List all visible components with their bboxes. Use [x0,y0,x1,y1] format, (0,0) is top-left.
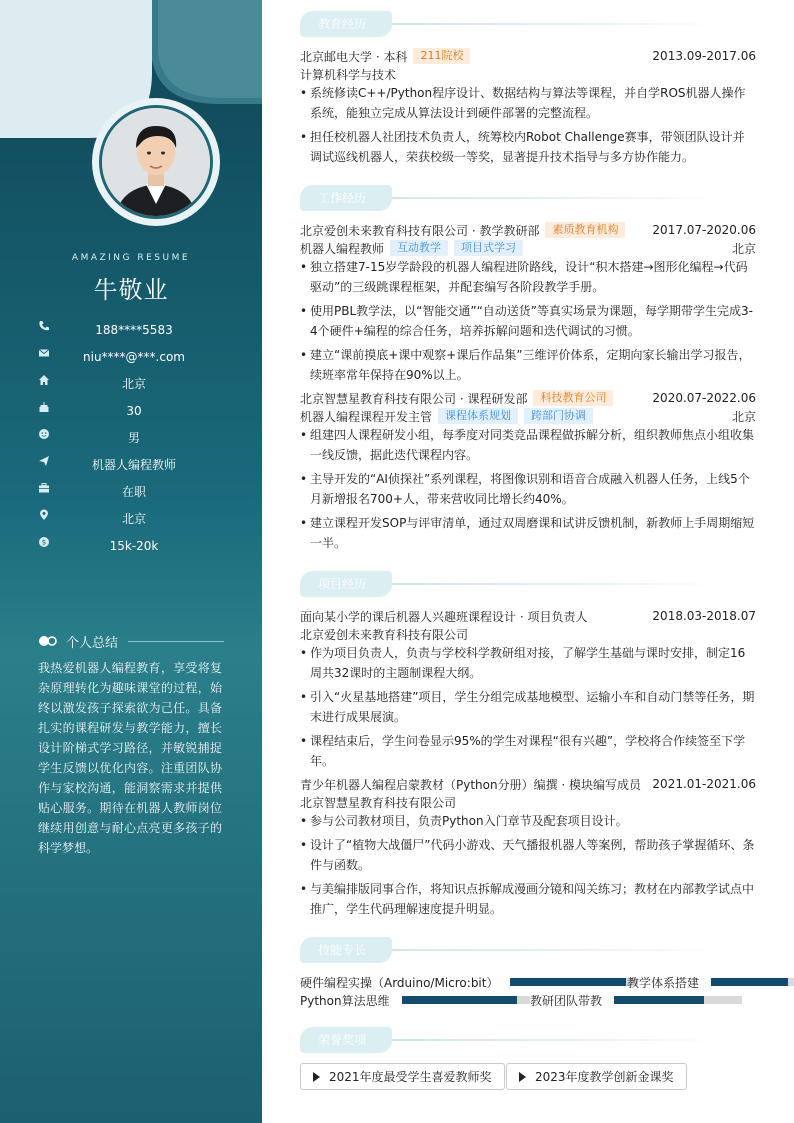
avatar-frame [92,98,220,226]
cake-icon [38,401,50,413]
skill-name: 教研团队带教 [530,993,603,1008]
svg-text:$: $ [41,538,47,547]
gender-icon [38,428,50,440]
project-1-bullets [300,811,756,923]
section-header-education [300,11,730,39]
list-item: • 主导开发的“AI侦探社”系列课程，将图像识别和语音合成融入机器人任务，上线5个月新增报名700+人，带来营收同比增长约40%。 [300,469,756,509]
project-org: 北京智慧星教育科技有限公司 [300,795,457,810]
list-item: • 担任校机器人社团技术负责人，统筹校内Robot Challenge赛事，带领团队设计并调试巡线机器人，荣获校级一等奖，显著提升技术指导与多方协作能力。 [300,127,756,167]
work-0-bullets [300,257,756,389]
salary-icon [38,536,50,548]
award-label: 2021年度最受学生喜爱教师奖 [329,1070,492,1084]
contact-job: 机器人编程教师 [36,451,226,478]
home-icon [38,374,50,386]
city: 北京 [731,241,756,256]
project-0-bullets [300,643,756,775]
school-tag: 211院校 [413,48,470,64]
education-major-row [300,65,756,83]
avatar [99,105,213,219]
award-badge [300,1063,505,1090]
project-org: 北京爱创未来教育科技有限公司 [300,627,469,642]
role-tag: 跨部门协调 [524,408,593,424]
section-header-projects [300,571,730,599]
list-item: • 参与公司教材项目，负责Python入门章节及配套项目设计。 [300,811,756,831]
sidebar [0,0,262,1123]
list-item: • 系统修读C++/Python程序设计、数据结构与算法等课程，并自学ROS机器人操作系统，能独立完成从算法设计到硬件部署的完整流程。 [300,83,756,123]
summary-title: 个人总结 [66,635,119,651]
skill-bar [402,996,530,1004]
skill-name: Python算法思维 [300,993,390,1008]
role-tag: 项目式学习 [454,240,523,256]
education-period: 2013.09-2017.06 [652,49,756,63]
section-title: 荣誉奖项 [318,1033,367,1047]
list-item: • 与美编排版同事合作，将知识点拆解成漫画分镜和闯关练习；教材在内部教学试点中推广，学生代码理解速度提升明显。 [300,879,756,919]
list-item: • 建立“课前摸底+课中观察+课后作品集”三维评价体系，定期向家长输出学习报告，续班率常年保持在90%以上。 [300,345,756,385]
work-period: 2020.07-2022.06 [652,391,756,405]
contact-gender: 男 [36,424,226,451]
list-item: • 独立搭建7-15岁学龄段的机器人编程进阶路线，设计“积木搭建→图形化编程→代码驱动”的三级跳课程框架，并配套编写各阶段教学手册。 [300,257,756,297]
major: 计算机科学与技术 [300,67,397,82]
role-tag: 互动教学 [390,240,448,256]
contact-age: 30 [36,397,226,424]
city: 北京 [731,409,756,424]
skill-bar-fill [510,978,625,986]
summary-divider [128,641,224,642]
work-1-role [300,407,756,425]
section-header-work [300,185,730,213]
contact-phone: 188****5583 [36,316,226,343]
avatar-portrait-icon [102,108,210,216]
contact-location: 北京 [36,505,226,532]
role: 机器人编程课程开发主管 [300,409,433,424]
email-icon [38,347,50,359]
company: 北京智慧星教育科技有限公司 · 课程研发部 [300,391,528,406]
candidate-name: 牛敬业 [93,276,169,304]
school: 北京邮电大学 · 本科 [300,49,408,64]
project-0-org-row [300,625,756,643]
contact-salary: $ 15k-20k [36,532,226,559]
skill-item [627,974,794,990]
list-item: • 引入“火星基地搭建”项目，学生分组完成基地模型、运输小车和自动门禁等任务，期末进行成果展演。 [300,687,756,727]
section-header-skills [300,937,730,965]
work-0-header [300,221,756,239]
education-bullets [300,83,756,171]
company: 北京爱创未来教育科技有限公司 · 教学教研部 [300,223,540,238]
work-0-role [300,239,756,257]
project-period: 2018.03-2018.07 [652,609,756,623]
contact-email: niu****@***.com [36,343,226,370]
skill-bar [711,978,794,986]
role: 机器人编程教师 [300,241,385,256]
summary-header [38,632,224,650]
skill-bar-fill [711,978,788,986]
work-period: 2017.07-2020.06 [652,223,756,237]
award-label: 2023年度教学创新金课奖 [535,1070,674,1084]
skill-name: 硬件编程实操（Arduino/Micro:bit） [300,975,499,990]
company-tag: 科技教育公司 [533,390,613,406]
list-item: • 设计了“植物大战僵尸”代码小游戏、天气播报机器人等案例，帮助孩子掌握循环、条件与函数。 [300,835,756,875]
contact-list [36,316,226,559]
project-title: 青少年机器人编程启蒙教材（Python分册）编撰 · 模块编写成员 [300,777,642,792]
contact-home: 北京 [36,370,226,397]
skill-name: 教学体系搭建 [627,975,700,990]
skill-item [300,992,530,1008]
list-item: • 建立课程开发SOP与评审清单，通过双周磨课和试讲反馈机制，新教师上手周期缩短一半。 [300,513,756,553]
briefcase-icon [38,482,50,494]
location-pin-icon [38,509,50,521]
skill-bar [510,978,638,986]
award-badge [506,1063,687,1090]
work-1-header [300,389,756,407]
section-title: 技能专长 [318,943,367,957]
skill-bar-fill [402,996,517,1004]
skill-item [530,992,742,1008]
project-1-header [300,775,756,793]
resume-tagline: AMAZING RESUME [71,253,191,263]
play-triangle-icon [313,1072,320,1082]
contact-status: 在职 [36,478,226,505]
education-header [300,47,756,65]
send-icon [38,455,50,467]
project-title: 面向某小学的课后机器人兴趣班课程设计 · 项目负责人 [300,609,588,624]
toggle-dots-icon [38,635,58,647]
summary-text: 我热爱机器人编程教育，享受将复杂原理转化为趣味课堂的过程，始终以激发孩子探索欲为己任。具备扎实的课程研发与教学能力，擅长设计阶梯式学习路径，并敏锐捕捉学生反馈以优化内容。注重团队协作与家校沟通，能洞察需求并提供贴心服务。期待在机器人教师岗位继续用创意与耐心点亮更多孩子的科学梦想。 [38,661,222,855]
list-item: • 课程结束后，学生问卷显示95%的学生对课程“很有兴趣”，学校将合作续签至下学年。 [300,731,756,771]
phone-icon [38,320,50,332]
role-tag: 课程体系规划 [438,408,518,424]
list-item: • 组建四人课程研发小组，每季度对同类竞品课程做拆解分析，组织教师焦点小组收集一线反馈，据此迭代课程内容。 [300,425,756,465]
section-title: 项目经历 [318,577,367,591]
skill-bar-fill [614,996,704,1004]
list-item: • 作为项目负责人，负责与学校科学教研组对接，了解学生基础与课时安排，制定16周共32课时的主题制课程大纲。 [300,643,756,683]
list-item: • 使用PBL教学法，以“智能交通”“自动送货”等真实场景为课题，每学期带学生完成3-4个硬件+编程的综合任务，培养拆解问题和迭代调试的习惯。 [300,301,756,341]
work-1-bullets [300,425,756,557]
section-title: 教育经历 [318,17,367,31]
section-title: 工作经历 [318,191,367,205]
play-triangle-icon [519,1072,526,1082]
section-header-awards [300,1027,730,1055]
company-tag: 素质教育机构 [545,222,625,238]
project-1-org-row [300,793,756,811]
project-period: 2021.01-2021.06 [652,777,756,791]
skill-item [300,974,638,990]
skill-bar [614,996,742,1004]
project-0-header [300,607,756,625]
